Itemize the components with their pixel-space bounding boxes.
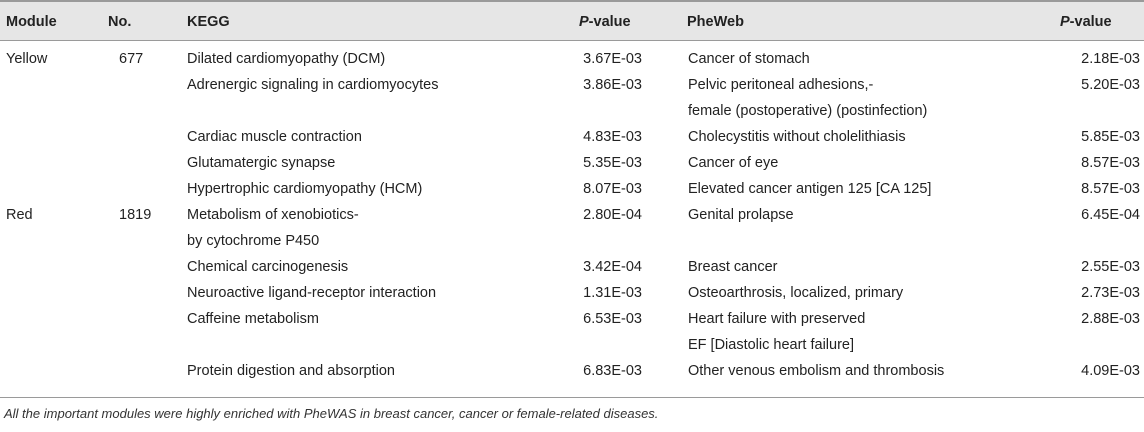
module-cell: Yellow	[6, 51, 48, 67]
kegg-pathway-cell: Metabolism of xenobiotics-	[187, 207, 359, 223]
kegg-pathway-cell: Chemical carcinogenesis	[187, 259, 349, 275]
kegg-p-value-cell: 8.07E-03	[583, 181, 642, 197]
pheweb-p-value-cell: 8.57E-03	[1081, 155, 1140, 171]
pheweb-phenotype-cell: Genital prolapse	[688, 207, 794, 223]
module-cell: Red	[6, 207, 33, 223]
kegg-pathway-cell: Protein digestion and absorption	[187, 363, 395, 379]
kegg-pathway-cell: Glutamatergic synapse	[187, 155, 336, 171]
pheweb-phenotype-cell: Cancer of stomach	[688, 51, 810, 67]
pheweb-p-value-cell: 5.85E-03	[1081, 129, 1140, 145]
pheweb-phenotype-cell: Other venous embolism and thrombosis	[688, 363, 945, 379]
pheweb-phenotype-cell: Elevated cancer antigen 125 [CA 125]	[688, 181, 932, 197]
pheweb-phenotype-cell: Heart failure with preserved	[688, 311, 866, 327]
table-header	[0, 0, 1144, 41]
pheweb-phenotype-cell: Cholecystitis without cholelithiasis	[688, 129, 906, 145]
pheweb-phenotype-cell: Osteoarthrosis, localized, primary	[688, 285, 904, 301]
header-module: Module	[6, 14, 57, 30]
kegg-p-value-cell: 3.42E-04	[583, 259, 642, 275]
kegg-pathway-cell: by cytochrome P450	[187, 233, 320, 249]
header-p-value-pheweb: P-value	[1060, 14, 1112, 30]
kegg-p-value-cell: 5.35E-03	[583, 155, 642, 171]
header-pheweb: PheWeb	[687, 14, 744, 30]
pheweb-phenotype-cell: female (postoperative) (postinfection)	[688, 103, 928, 119]
no-cell: 677	[119, 51, 144, 67]
kegg-p-value-cell: 3.86E-03	[583, 77, 642, 93]
kegg-p-value-cell: 1.31E-03	[583, 285, 642, 301]
pheweb-phenotype-cell: Breast cancer	[688, 259, 778, 275]
no-cell: 1819	[119, 207, 152, 223]
header-kegg: KEGG	[187, 14, 230, 30]
pheweb-p-value-cell: 5.20E-03	[1081, 77, 1140, 93]
header-no: No.	[108, 14, 132, 30]
kegg-pathway-cell: Caffeine metabolism	[187, 311, 319, 327]
header-p-value-kegg: P-value	[579, 14, 631, 30]
pheweb-p-value-cell: 2.18E-03	[1081, 51, 1140, 67]
pheweb-p-value-cell: 6.45E-04	[1081, 207, 1140, 223]
kegg-p-value-cell: 3.67E-03	[583, 51, 642, 67]
kegg-pathway-cell: Neuroactive ligand-receptor interaction	[187, 285, 437, 301]
kegg-pathway-cell: Dilated cardiomyopathy (DCM)	[187, 51, 386, 67]
pheweb-p-value-cell: 2.55E-03	[1081, 259, 1140, 275]
pheweb-phenotype-cell: Cancer of eye	[688, 155, 779, 171]
pheweb-p-value-cell: 2.88E-03	[1081, 311, 1140, 327]
table-footnote: All the important modules were highly enriched with PheWAS in breast cancer, cancer or female-related diseases.	[4, 406, 659, 421]
pheweb-p-value-cell: 8.57E-03	[1081, 181, 1140, 197]
kegg-pathway-cell: Cardiac muscle contraction	[187, 129, 362, 145]
kegg-p-value-cell: 6.83E-03	[583, 363, 642, 379]
kegg-p-value-cell: 6.53E-03	[583, 311, 642, 327]
kegg-pathway-cell: Hypertrophic cardiomyopathy (HCM)	[187, 181, 423, 197]
kegg-pathway-cell: Adrenergic signaling in cardiomyocytes	[187, 77, 439, 93]
pheweb-phenotype-cell: EF [Diastolic heart failure]	[688, 337, 855, 353]
pheweb-phenotype-cell: Pelvic peritoneal adhesions,-	[688, 77, 874, 93]
kegg-p-value-cell: 2.80E-04	[583, 207, 642, 223]
table-bottom-rule	[0, 397, 1144, 398]
pheweb-p-value-cell: 4.09E-03	[1081, 363, 1140, 379]
pheweb-p-value-cell: 2.73E-03	[1081, 285, 1140, 301]
kegg-p-value-cell: 4.83E-03	[583, 129, 642, 145]
